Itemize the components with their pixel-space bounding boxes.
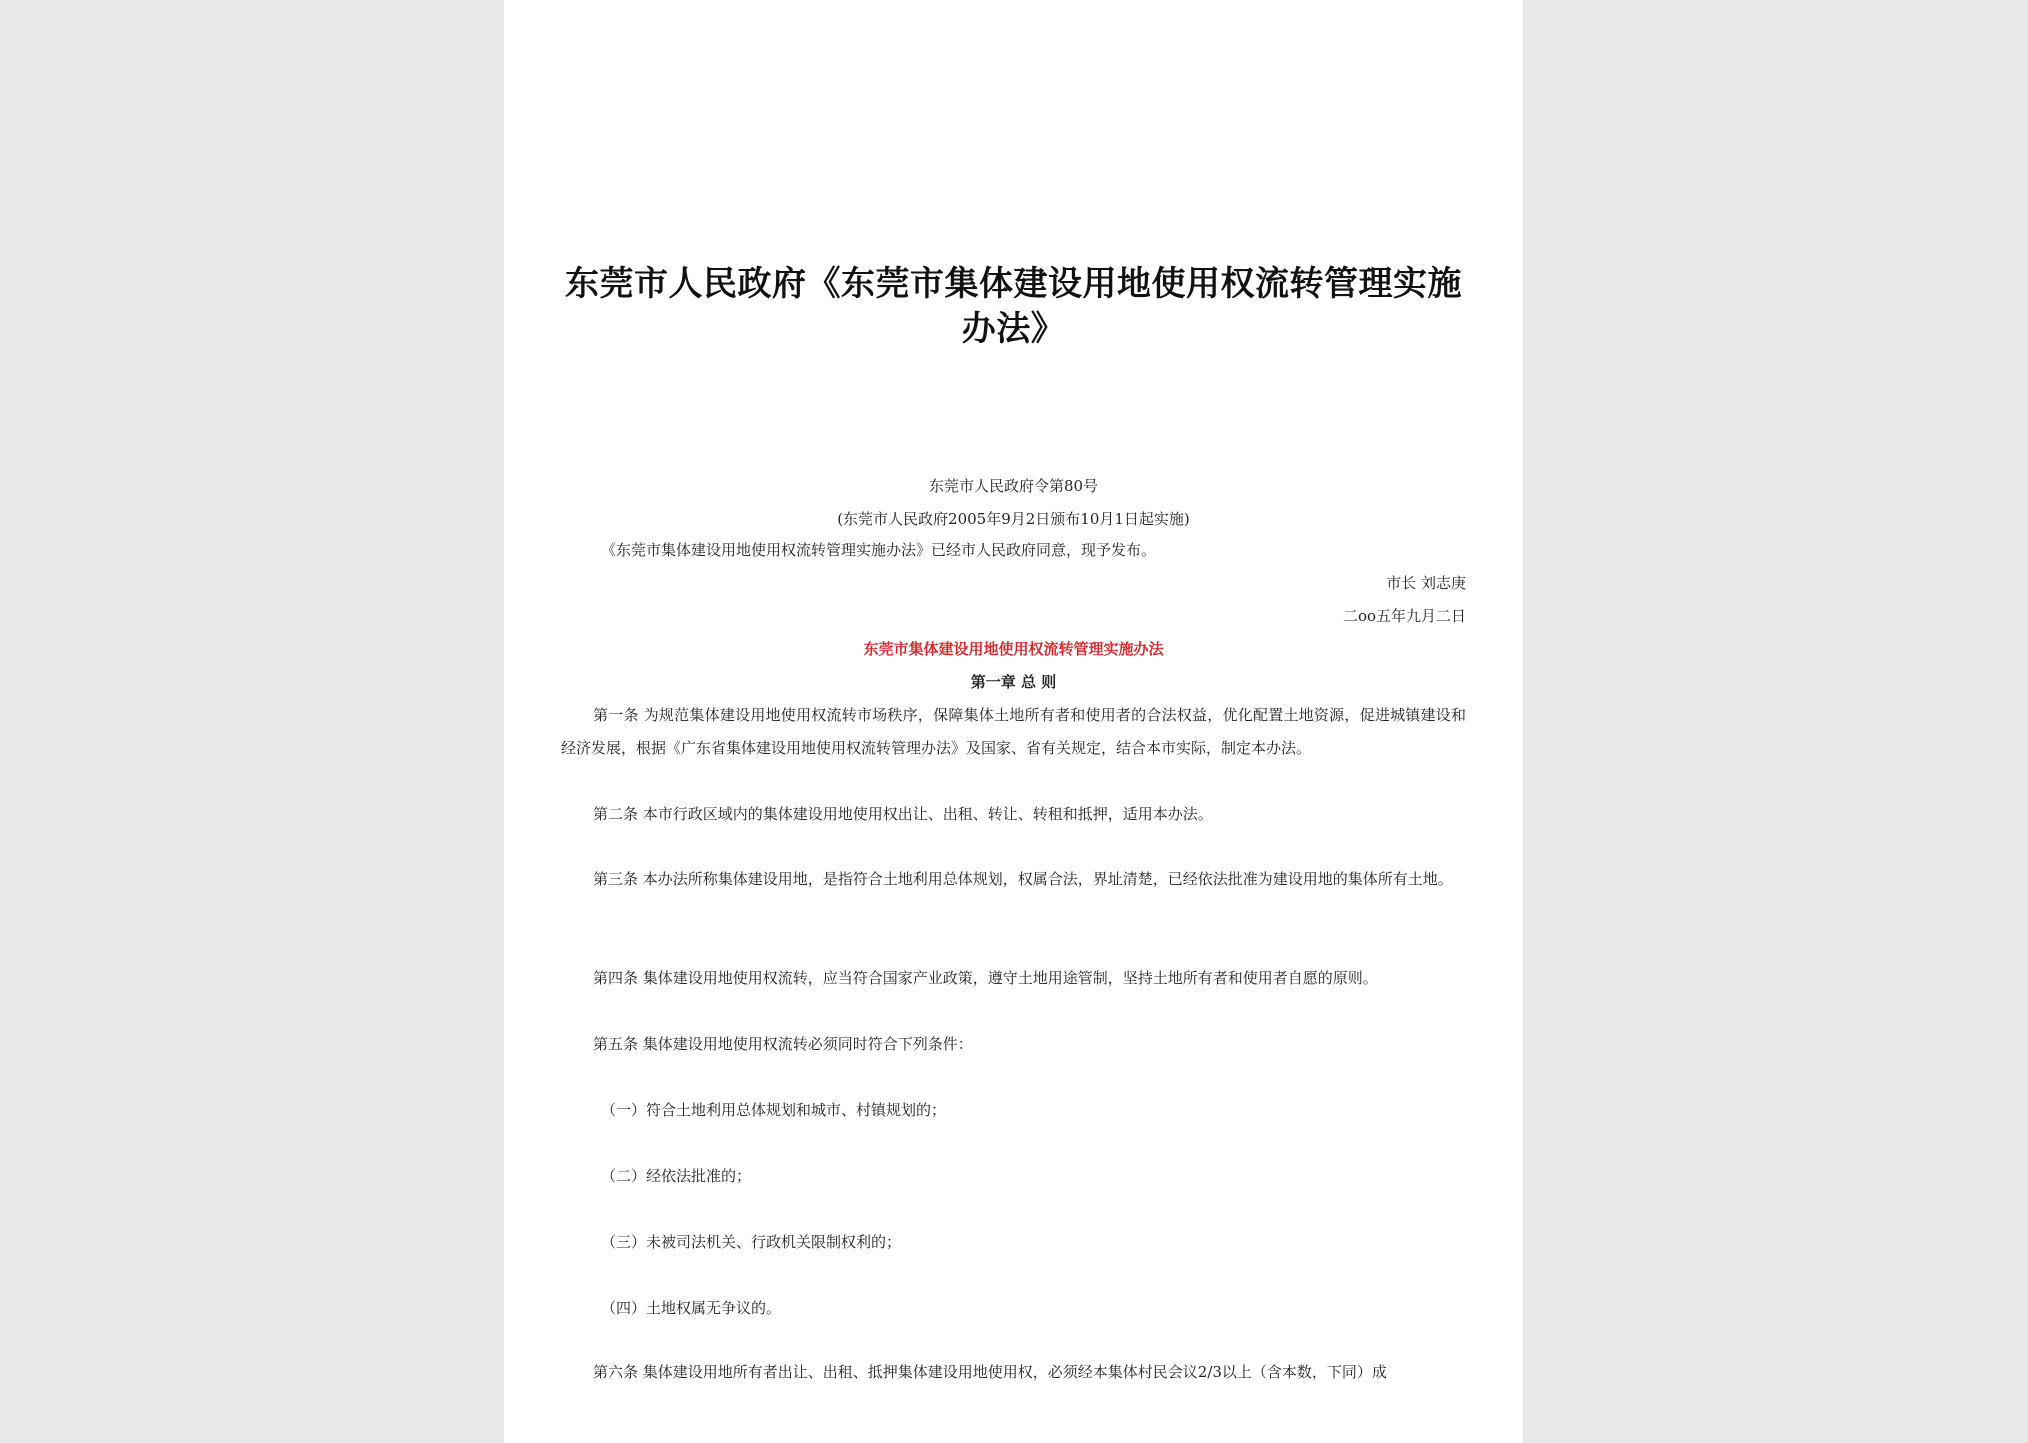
condition-4: （四）土地权属无争议的。 xyxy=(601,1299,782,1317)
issue-note: (东莞市人民政府2005年9月2日颁布10月1日起实施) xyxy=(837,510,1190,528)
document-title: 东莞市人民政府《东莞市集体建设用地使用权流转管理实施办法》 xyxy=(565,264,1462,349)
order-number: 东莞市人民政府令第80号 xyxy=(928,477,1099,495)
intro-text: 《东莞市集体建设用地使用权流转管理实施办法》已经市人民政府同意，现予发布。 xyxy=(601,541,1157,559)
condition-3: （三）未被司法机关、行政机关限制权利的； xyxy=(601,1233,902,1251)
condition-2: （二）经依法批准的； xyxy=(601,1167,752,1185)
article-6: 第六条 集体建设用地所有者出让、出租、抵押集体建设用地使用权，必须经本集体村民会议2/3以上（含本数，下同）成 xyxy=(593,1363,1387,1381)
condition-1: （一）符合土地利用总体规划和城市、村镇规划的； xyxy=(601,1101,947,1119)
signature: 市长 刘志庚 xyxy=(1386,574,1466,592)
article-2: 第二条 本市行政区域内的集体建设用地使用权出让、出租、转让、转租和抵押，适用本办法。 xyxy=(593,805,1213,823)
article-1: 第一条 为规范集体建设用地使用权流转市场秩序，保障集体土地所有者和使用者的合法权益，优化配置土地资源，促进城镇建设和经济发展，根据《广东省集体建设用地使用权流转管理办法》及国家、省有关规定，结合本市实际，制定本办法。 xyxy=(561,706,1466,757)
document-page xyxy=(504,0,1523,1443)
article-5: 第五条 集体建设用地使用权流转必须同时符合下列条件： xyxy=(593,1035,973,1053)
regulation-title: 东莞市集体建设用地使用权流转管理实施办法 xyxy=(863,640,1164,658)
article-3: 第三条 本办法所称集体建设用地，是指符合土地利用总体规划，权属合法，界址清楚，已经依法批准为建设用地的集体所有土地。 xyxy=(593,870,1453,888)
article-4: 第四条 集体建设用地使用权流转，应当符合国家产业政策，遵守土地用途管制，坚持土地所有者和使用者自愿的原则。 xyxy=(593,969,1378,987)
issue-date: 二oo五年九月二日 xyxy=(1342,607,1466,625)
chapter-heading: 第一章 总 则 xyxy=(970,673,1057,691)
